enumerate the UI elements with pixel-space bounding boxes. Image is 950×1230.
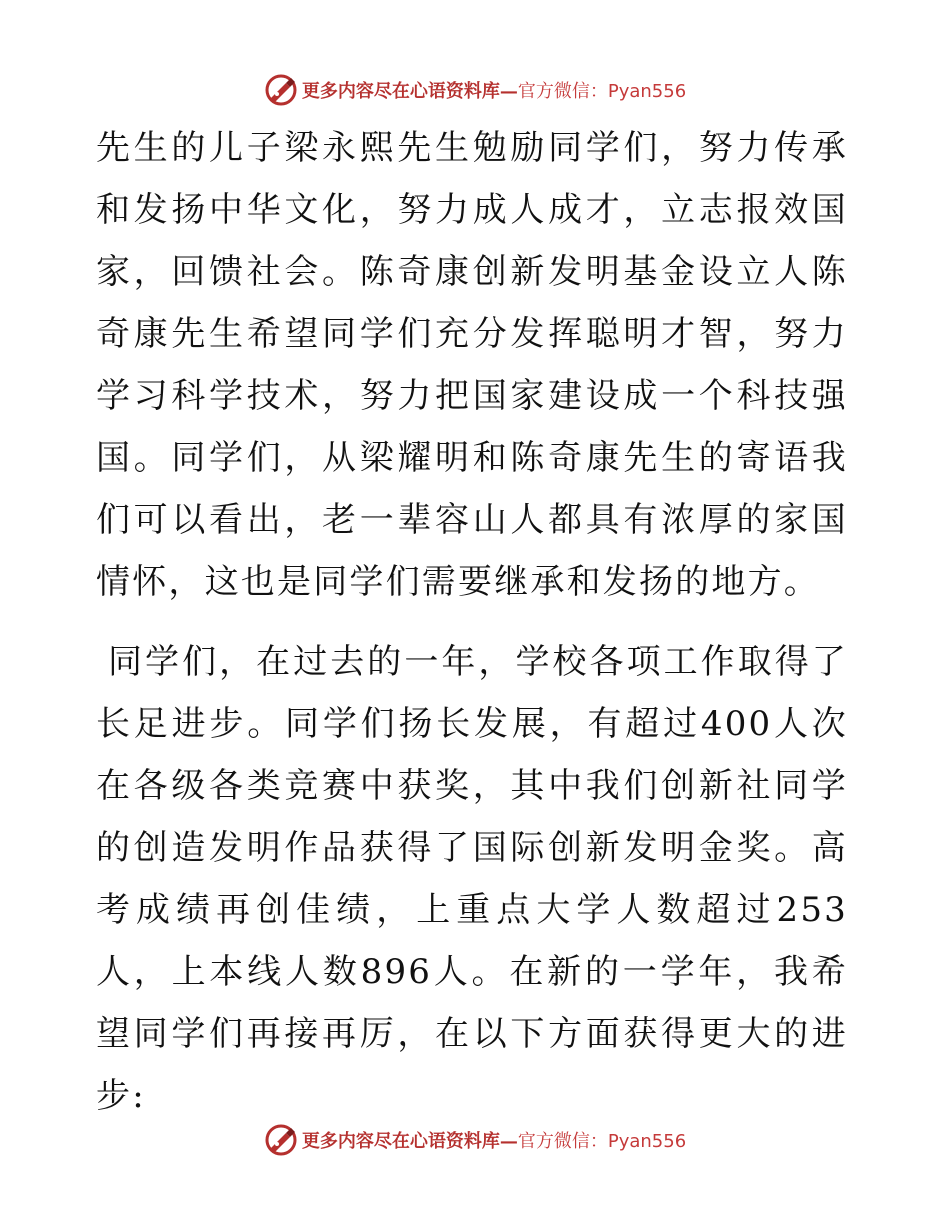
footer-watermark-wechat: 官方微信：Pyan556 xyxy=(517,1131,687,1152)
paragraph-1: 先生的儿子梁永熙先生勉励同学们，努力传承和发扬中华文化，努力成人成才，立志报效国家，回馈社会。陈奇康创新发明基金设立人陈奇康先生希望同学们充分发挥聪明才智，努力学习科学技术，努力把国家建设成一个科技强国。同学们，从梁耀明和陈奇康先生的寄语我们可以看出，老一辈容山人都具有浓厚的家国情怀，这也是同学们需要继承和发扬的地方。 xyxy=(96,128,848,602)
footer-watermark xyxy=(0,1120,950,1160)
header-watermark-text: 更多内容尽在心语资料库— xyxy=(301,81,518,102)
paragraph-2: 同学们，在过去的一年，学校各项工作取得了长足进步。同学们扬长发展，有超过400人次在各级各类竞赛中获奖，其中我们创新社同学的创造发明作品获得了国际创新发明金奖。高考成绩再创佳绩，上重点大学人数超过253人，上本线人数896人。在新的一学年，我希望同学们再接再厉，在以下方面获得更大的进步: xyxy=(96,642,848,1116)
footer-watermark-inner xyxy=(264,1123,686,1157)
header-watermark xyxy=(0,70,950,110)
header-watermark-wechat: 官方微信：Pyan556 xyxy=(517,81,687,102)
header-watermark-inner xyxy=(264,73,686,107)
pen-logo-icon xyxy=(264,1123,298,1157)
document-body xyxy=(96,117,848,1127)
footer-watermark-text: 更多内容尽在心语资料库— xyxy=(301,1131,518,1152)
pen-logo-icon xyxy=(264,73,298,107)
